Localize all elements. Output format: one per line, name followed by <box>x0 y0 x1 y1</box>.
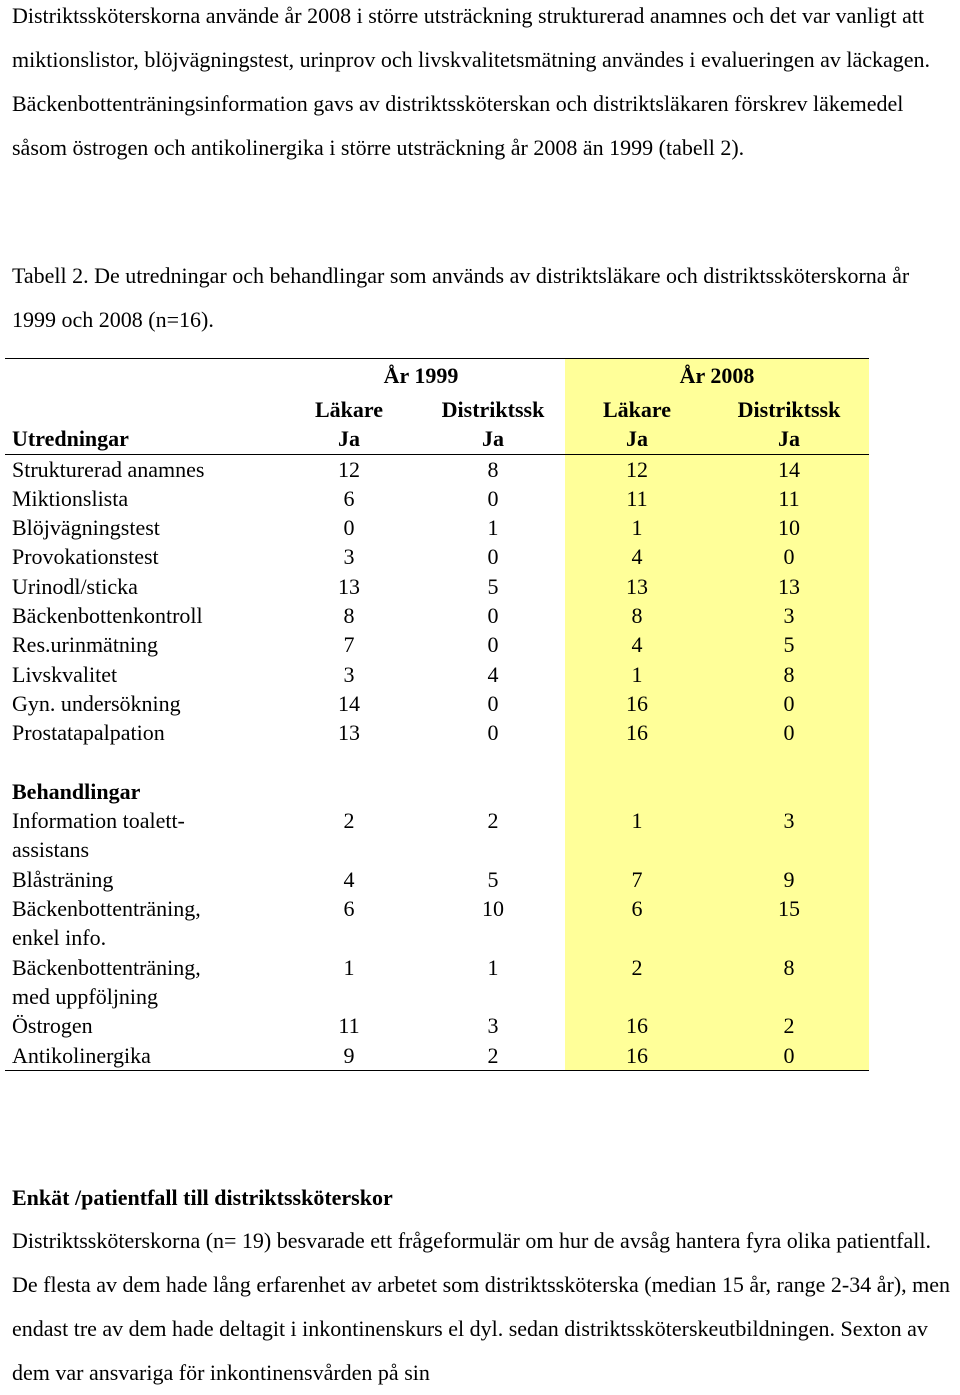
utredning-value-lakare-2008: 16 <box>565 718 709 747</box>
behandling-value-lakare-1999: 2 <box>343 808 355 834</box>
behandlingar-heading: Behandlingar <box>12 778 141 804</box>
behandling-value-distriktssk-1999: 3 <box>487 1013 499 1039</box>
utredning-row <box>5 572 869 601</box>
behandling-value-lakare-1999: 6 <box>343 896 355 922</box>
year-1999-header: År 1999 <box>277 359 565 396</box>
utredning-name: Provokationstest <box>12 544 159 570</box>
column-header-row-2 <box>5 424 869 454</box>
utredning-row <box>5 718 869 747</box>
utredning-value-lakare-1999: 0 <box>343 515 355 541</box>
utredning-row <box>5 513 869 542</box>
utredningar-rows <box>5 454 869 747</box>
utredning-value-lakare-1999: 14 <box>338 690 360 716</box>
utredning-value-distriktssk-2008: 5 <box>709 630 869 659</box>
utredning-name: Miktionslista <box>12 485 129 511</box>
behandling-value-distriktssk-1999: 1 <box>487 954 499 980</box>
utredning-value-lakare-1999: 7 <box>343 632 355 658</box>
header-ja-lakare-2008: Ja <box>565 424 709 454</box>
utredning-value-lakare-1999: 13 <box>338 573 360 599</box>
utredning-name: Gyn. undersökning <box>12 690 181 716</box>
utredning-value-lakare-2008: 4 <box>565 630 709 659</box>
table-caption: Tabell 2. De utredningar och behandlingar som används av distriktsläkare och distriktssköterskorna år 1999 och 2008 (n=16). <box>12 263 910 332</box>
header-distriktssk-2008: Distriktssk <box>709 395 869 424</box>
behandling-row <box>5 806 869 865</box>
utredning-value-distriktssk-1999: 0 <box>487 720 499 746</box>
behandling-value-distriktssk-2008: 8 <box>709 953 869 1012</box>
utredning-row <box>5 630 869 659</box>
behandling-value-lakare-2008: 16 <box>565 1011 709 1040</box>
behandling-value-lakare-1999: 1 <box>343 954 355 980</box>
utredning-value-distriktssk-1999: 0 <box>487 485 499 511</box>
behandling-value-lakare-2008: 1 <box>565 806 709 865</box>
behandling-name: Bäckenbottenträning, med uppföljning <box>12 954 201 1009</box>
utredning-value-distriktssk-1999: 0 <box>487 690 499 716</box>
utredning-value-lakare-1999: 3 <box>343 661 355 687</box>
behandling-row <box>5 865 869 894</box>
column-header-row-1 <box>5 395 869 424</box>
utredning-value-distriktssk-1999: 8 <box>487 456 499 482</box>
header-lakare-2008: Läkare <box>565 395 709 424</box>
utredning-value-lakare-2008: 4 <box>565 542 709 571</box>
utredning-row <box>5 542 869 571</box>
behandling-row <box>5 894 869 953</box>
results-table <box>5 358 869 1071</box>
behandling-row <box>5 1011 869 1040</box>
utredning-value-lakare-1999: 12 <box>338 456 360 482</box>
behandling-value-distriktssk-1999: 2 <box>421 1041 565 1071</box>
utredning-value-lakare-2008: 16 <box>565 689 709 718</box>
utredning-value-lakare-1999: 6 <box>343 485 355 511</box>
utredning-name: Livskvalitet <box>12 661 118 687</box>
utredning-value-distriktssk-2008: 0 <box>709 542 869 571</box>
spacer-row <box>5 748 869 777</box>
behandling-value-lakare-1999: 9 <box>277 1041 421 1071</box>
utredning-value-lakare-2008: 11 <box>565 484 709 513</box>
header-ja-distriktssk-1999: Ja <box>421 424 565 454</box>
behandlingar-rows <box>5 748 869 1071</box>
utredning-value-distriktssk-1999: 4 <box>487 661 499 687</box>
utredning-name: Urinodl/sticka <box>12 573 138 599</box>
header-distriktssk-1999: Distriktssk <box>441 397 545 422</box>
utredning-value-distriktssk-1999: 0 <box>487 632 499 658</box>
behandling-value-lakare-2008: 16 <box>565 1041 709 1071</box>
header-ja-lakare-1999: Ja <box>277 424 421 454</box>
behandling-value-distriktssk-2008: 15 <box>709 894 869 953</box>
behandling-name: Antikolinergika <box>5 1041 277 1071</box>
utredning-value-distriktssk-2008: 13 <box>709 572 869 601</box>
utredning-name: Res.urinmätning <box>12 632 159 658</box>
behandling-value-lakare-2008: 7 <box>565 865 709 894</box>
utredning-value-distriktssk-1999: 0 <box>487 603 499 629</box>
utredning-value-distriktssk-2008: 3 <box>709 601 869 630</box>
utredning-value-distriktssk-1999: 1 <box>487 515 499 541</box>
utredning-value-distriktssk-2008: 0 <box>709 718 869 747</box>
behandling-value-distriktssk-2008: 0 <box>709 1041 869 1071</box>
utredning-value-lakare-2008: 1 <box>565 513 709 542</box>
utredning-value-lakare-2008: 13 <box>565 572 709 601</box>
outro-paragraph: Distriktssköterskorna (n= 19) besvarade ett frågeformulär om hur de avsåg hantera fyra olika patientfall. De flesta av dem hade lång erfarenhet av arbetet som distriktssköterska (median 15 år, range 2-34 år), men endast tre av dem hade deltagit i inkontinenskurs el dyl. sedan distriktssköterskeutbildningen. Sexton av dem var ansvariga för inkontinensvården på sin <box>12 1228 951 1385</box>
utredning-value-distriktssk-2008: 10 <box>709 513 869 542</box>
utredning-value-distriktssk-1999: 5 <box>487 573 499 599</box>
utredning-row <box>5 601 869 630</box>
utredning-value-lakare-1999: 3 <box>343 544 355 570</box>
utredning-row <box>5 660 869 689</box>
behandling-value-distriktssk-2008: 2 <box>709 1011 869 1040</box>
header-ja-distriktssk-2008: Ja <box>709 424 869 454</box>
year-header-row <box>5 359 869 396</box>
utredning-name: Bäckenbottenkontroll <box>12 603 203 629</box>
utredning-row <box>5 454 869 484</box>
utredning-value-distriktssk-2008: 11 <box>709 484 869 513</box>
header-lakare-1999: Läkare <box>314 397 384 422</box>
behandling-value-distriktssk-2008: 3 <box>709 806 869 865</box>
behandling-value-lakare-1999: 11 <box>338 1013 360 1039</box>
behandling-row <box>5 1041 869 1071</box>
behandling-row <box>5 953 869 1012</box>
behandling-name: Blåsträning <box>12 866 114 892</box>
behandling-value-distriktssk-1999: 5 <box>487 866 499 892</box>
behandling-name: Information toalett- assistans <box>12 808 185 863</box>
utredning-value-lakare-1999: 13 <box>338 720 360 746</box>
utredning-row <box>5 689 869 718</box>
behandling-name: Bäckenbottenträning, enkel info. <box>12 896 201 951</box>
utredning-value-lakare-2008: 8 <box>565 601 709 630</box>
utredning-value-lakare-2008: 12 <box>565 454 709 484</box>
utredning-name: Prostatapalpation <box>12 720 165 746</box>
utredning-value-distriktssk-1999: 0 <box>487 544 499 570</box>
behandling-value-distriktssk-2008: 9 <box>709 865 869 894</box>
utredning-name: Strukturerad anamnes <box>12 456 205 482</box>
behandlingar-heading-row <box>5 777 869 806</box>
behandling-name: Östrogen <box>12 1013 93 1039</box>
utredning-name: Blöjvägningstest <box>12 515 160 541</box>
utredning-value-distriktssk-2008: 0 <box>709 689 869 718</box>
utredning-value-lakare-1999: 8 <box>343 603 355 629</box>
behandling-value-lakare-2008: 6 <box>565 894 709 953</box>
header-utredningar: Utredningar <box>5 424 277 454</box>
year-2008-header: År 2008 <box>565 359 869 396</box>
behandling-value-distriktssk-1999: 2 <box>487 808 499 834</box>
intro-paragraph: Distriktssköterskorna använde år 2008 i större utsträckning strukturerad anamnes och det var vanligt att miktionslistor, blöjvägningstest, urinprov och livskvalitetsmätning användes i evalueringen av läckagen. Bäckenbottenträningsinformation gavs av distriktssköterskan och distriktsläkaren förskrev läkemedel såsom östrogen och antikolinergika i större utsträckning år 2008 än 1999 (tabell 2). <box>12 3 931 160</box>
behandling-value-lakare-2008: 2 <box>565 953 709 1012</box>
utredning-value-distriktssk-2008: 8 <box>709 660 869 689</box>
behandling-value-distriktssk-1999: 10 <box>482 896 504 922</box>
behandling-value-lakare-1999: 4 <box>343 866 355 892</box>
utredning-value-lakare-2008: 1 <box>565 660 709 689</box>
utredning-value-distriktssk-2008: 14 <box>709 454 869 484</box>
section-heading: Enkät /patientfall till distriktssköterskor <box>12 1185 393 1210</box>
utredning-row <box>5 484 869 513</box>
